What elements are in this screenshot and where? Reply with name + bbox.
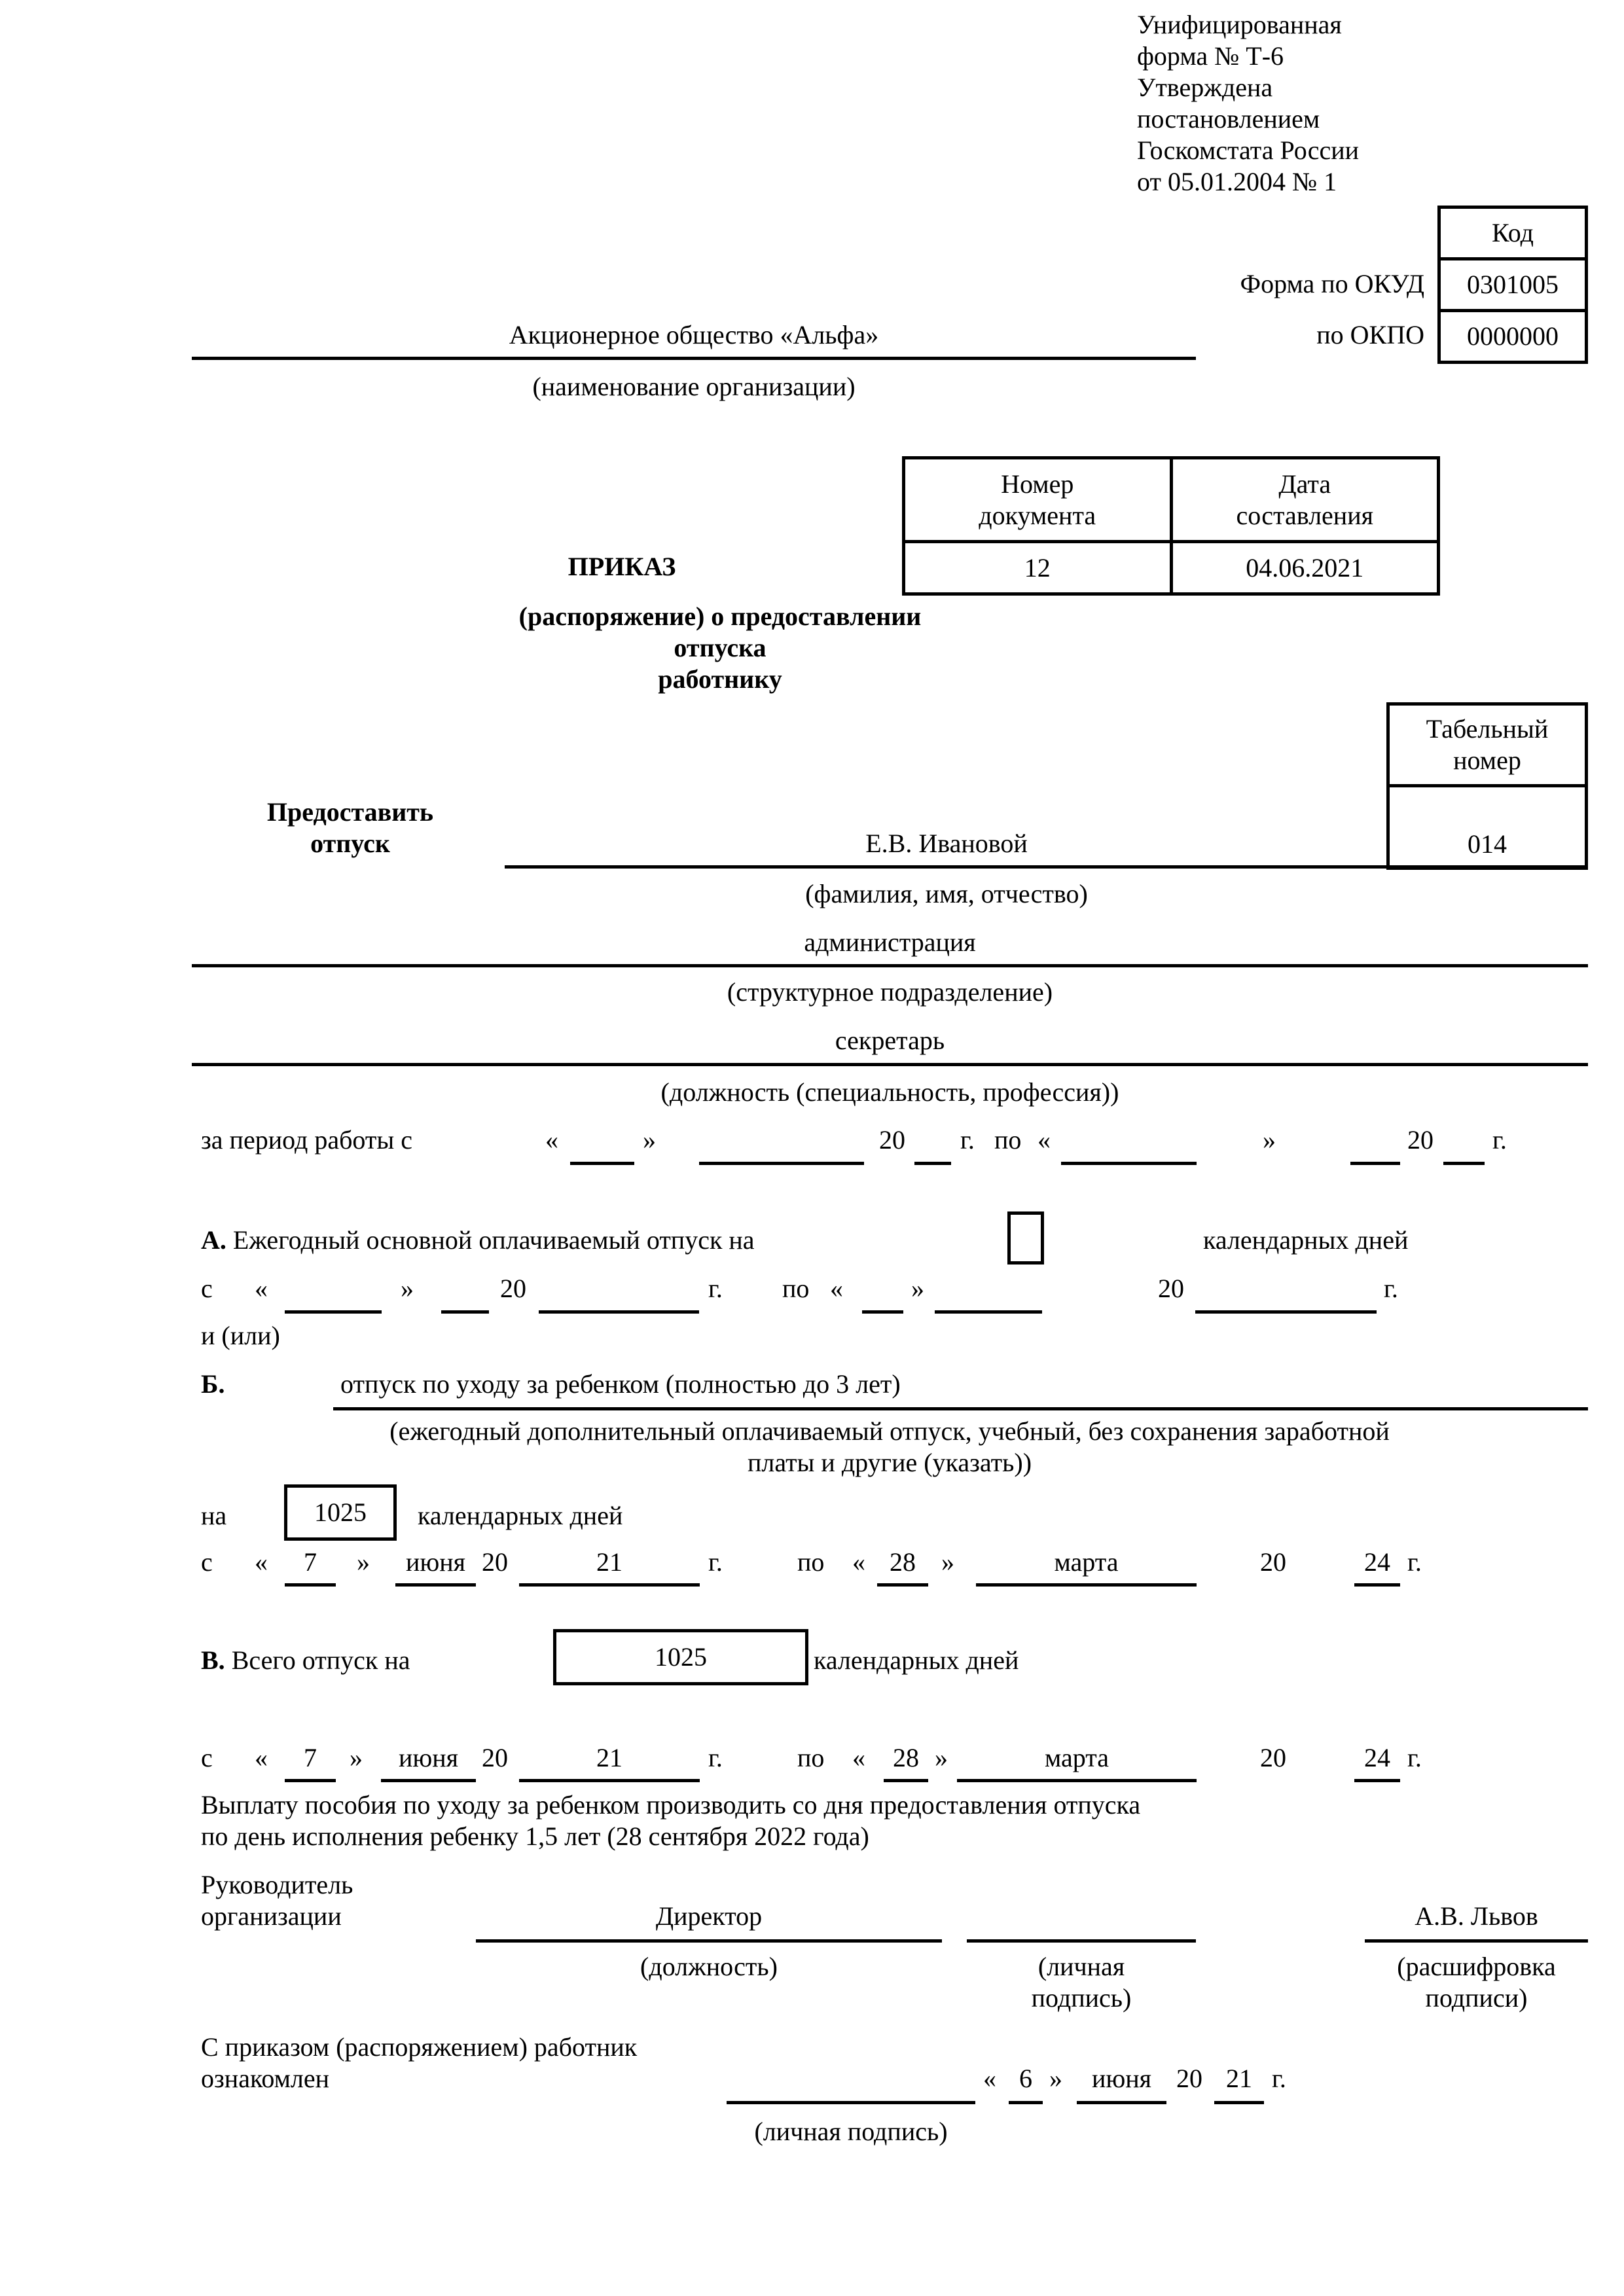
from-label: с [201, 1743, 213, 1772]
period-end-day-field[interactable] [1061, 1162, 1197, 1165]
okpo-label: по ОКПО [1316, 320, 1424, 350]
from-label: с [201, 1547, 213, 1577]
v-start-day[interactable]: 7 [304, 1743, 317, 1772]
v-end-month-underline [957, 1779, 1197, 1782]
position-underline [192, 1063, 1588, 1066]
department-value[interactable]: администрация [804, 927, 976, 957]
section-v-text: Всего отпуск на [231, 1645, 410, 1675]
b-end-month-underline [976, 1583, 1197, 1587]
to-label: по [797, 1743, 825, 1772]
name-caption: (фамилия, имя, отчество) [805, 879, 1088, 908]
ack-year-underline [1214, 2101, 1264, 2104]
quote-close: » [350, 1743, 363, 1772]
position-value[interactable]: секретарь [835, 1026, 945, 1055]
doc-date-header [1171, 458, 1439, 542]
tab-header-l2: номер [1453, 745, 1521, 775]
head-label-l2: организации [201, 1901, 342, 1931]
year-suffix: г. [708, 1547, 723, 1577]
okpo-value[interactable]: 0000000 [1439, 311, 1587, 363]
head-position-underline [476, 1939, 942, 1943]
document-subtitle-l1: (распоряжение) о предоставлении [518, 601, 922, 631]
b-start-year[interactable]: 21 [596, 1547, 623, 1577]
quote-close: » [1049, 2064, 1062, 2093]
section-a-text: Ежегодный основной оплачиваемый отпуск на [232, 1225, 755, 1255]
tab-header-l1: Табельный [1426, 714, 1549, 744]
quote-open: « [255, 1274, 268, 1303]
head-signature-field[interactable] [967, 1939, 1196, 1943]
section-a-letter: А. [201, 1225, 226, 1255]
v-end-month[interactable]: марта [1045, 1743, 1109, 1772]
section-v-days-label: календарных дней [814, 1645, 1019, 1675]
section-a-days-label: календарных дней [1203, 1225, 1409, 1255]
doc-number-header [904, 458, 1172, 542]
quote-open: « [545, 1125, 558, 1155]
decode-caption-l1: (расшифровка [1397, 1952, 1556, 1981]
leave-type-caption-l2: платы и другие (указать)) [747, 1448, 1032, 1477]
ack-month-underline [1077, 2101, 1166, 2104]
organization-underline [192, 357, 1196, 360]
to-label: по [782, 1274, 810, 1303]
grant-label-l2: отпуск [310, 829, 390, 858]
payment-note-l1: Выплату пособия по уходу за ребенком производить со дня предоставления отпуска [201, 1790, 1141, 1820]
tab-number-header [1388, 704, 1587, 786]
tab-number-table [1386, 702, 1588, 870]
b-start-month[interactable]: июня [405, 1547, 466, 1577]
century: 20 [482, 1743, 508, 1772]
department-underline [192, 964, 1588, 967]
ack-month[interactable]: июня [1091, 2064, 1152, 2093]
century: 20 [1407, 1125, 1434, 1155]
a-start-day-field[interactable] [285, 1310, 382, 1314]
year-suffix: г. [1492, 1125, 1507, 1155]
v-end-year-underline [1354, 1779, 1400, 1782]
doc-number-value[interactable]: 12 [904, 542, 1172, 594]
doc-date-header-l1: Дата [1278, 469, 1331, 499]
a-start-month-field[interactable] [441, 1310, 489, 1314]
decode-caption-l2: подписи) [1425, 1983, 1528, 2013]
b-start-month-underline [395, 1583, 476, 1587]
sign-caption-l1: (личная [1038, 1952, 1125, 1981]
period-start-day-field[interactable] [570, 1162, 634, 1165]
year-suffix: г. [1407, 1547, 1422, 1577]
position-caption: (должность) [640, 1952, 778, 1981]
doc-date-header-l2: составления [1236, 500, 1373, 530]
head-position[interactable]: Директор [655, 1901, 763, 1931]
doc-date-value[interactable]: 04.06.2021 [1171, 542, 1439, 594]
v-end-day-underline [884, 1779, 928, 1782]
quote-open: « [852, 1743, 865, 1772]
organization-caption: (наименование организации) [532, 372, 856, 401]
v-start-month-underline [381, 1779, 476, 1782]
codes-header: Код [1439, 207, 1587, 259]
tab-number-value[interactable]: 014 [1388, 786, 1587, 869]
quote-open: « [983, 2064, 996, 2093]
b-start-year-underline [519, 1583, 700, 1587]
department-caption: (структурное подразделение) [727, 977, 1053, 1007]
quote-close: » [357, 1547, 370, 1577]
leave-type-underline [333, 1407, 1588, 1410]
document-subtitle-l2: отпуска [674, 633, 767, 662]
approval-line: от 05.01.2004 № 1 [1137, 167, 1337, 196]
b-end-year[interactable]: 24 [1364, 1547, 1390, 1577]
leave-type-caption-l1: (ежегодный дополнительный оплачиваемый отпуск, учебный, без сохранения заработной [389, 1416, 1390, 1446]
a-start-year-field[interactable] [539, 1310, 699, 1314]
document-subtitle-l3: работнику [658, 664, 782, 694]
b-end-day[interactable]: 28 [890, 1547, 916, 1577]
section-b-days-box[interactable]: 1025 [284, 1484, 397, 1541]
leave-type-value[interactable]: отпуск по уходу за ребенком (полностью до 3 лет) [340, 1369, 901, 1399]
quote-open: « [1038, 1125, 1051, 1155]
quote-close: » [935, 1743, 948, 1772]
period-start-year-field[interactable] [914, 1162, 951, 1165]
to-label: по [797, 1547, 825, 1577]
ack-day-underline [1009, 2101, 1043, 2104]
head-name-underline [1365, 1939, 1588, 1943]
section-b-letter: Б. [201, 1369, 225, 1399]
b-start-day[interactable]: 7 [304, 1547, 317, 1577]
and-or-label: и (или) [201, 1321, 280, 1350]
quote-close: » [911, 1274, 924, 1303]
head-name[interactable]: А.В. Львов [1415, 1901, 1538, 1931]
century: 20 [1260, 1547, 1286, 1577]
okud-label: Форма по ОКУД [1240, 269, 1424, 298]
v-end-day[interactable]: 28 [893, 1743, 919, 1772]
quote-close: » [643, 1125, 656, 1155]
quote-open: « [852, 1547, 865, 1577]
organization-name[interactable]: Акционерное общество «Альфа» [509, 320, 879, 350]
employee-sign-caption: (личная подпись) [754, 2117, 948, 2146]
approval-line: постановлением [1137, 104, 1320, 134]
to-label: по [994, 1125, 1022, 1155]
approval-line: форма № Т-6 [1137, 41, 1284, 71]
position-caption: (должность (специальность, профессия)) [660, 1077, 1119, 1107]
quote-close: » [401, 1274, 414, 1303]
b-start-day-underline [285, 1583, 336, 1587]
a-end-year-field[interactable] [1195, 1310, 1377, 1314]
quote-close: » [1263, 1125, 1276, 1155]
a-end-day-field[interactable] [862, 1310, 903, 1314]
ack-label-l2: ознакомлен [201, 2064, 330, 2093]
v-start-year[interactable]: 21 [596, 1743, 623, 1772]
quote-open: « [255, 1547, 268, 1577]
from-label: с [201, 1274, 213, 1303]
v-start-year-underline [519, 1779, 700, 1782]
b-end-month[interactable]: марта [1054, 1547, 1119, 1577]
v-start-day-underline [285, 1779, 336, 1782]
doc-number-header-l1: Номер [1001, 469, 1074, 499]
approval-line: Унифицированная [1137, 10, 1342, 39]
b-end-year-underline [1354, 1583, 1400, 1587]
document-table [902, 456, 1440, 596]
document-title: ПРИКАЗ [568, 552, 676, 581]
section-b-days-label: календарных дней [418, 1501, 623, 1530]
section-v-letter: В. [201, 1645, 225, 1675]
quote-close: » [941, 1547, 954, 1577]
employee-name[interactable]: Е.В. Ивановой [865, 829, 1028, 858]
work-period-label: за период работы с [201, 1125, 413, 1155]
approval-line: Утверждена [1137, 73, 1273, 102]
year-suffix: г. [708, 1274, 723, 1303]
on-label: на [201, 1501, 227, 1530]
year-suffix: г. [708, 1743, 723, 1772]
century: 20 [1176, 2064, 1202, 2093]
quote-open: « [255, 1743, 268, 1772]
payment-note-l2: по день исполнения ребенку 1,5 лет (28 сентября 2022 года) [201, 1821, 869, 1851]
okud-value[interactable]: 0301005 [1439, 259, 1587, 311]
year-suffix: г. [1272, 2064, 1286, 2093]
century: 20 [482, 1547, 508, 1577]
period-start-month-field[interactable] [699, 1162, 864, 1165]
codes-table [1437, 206, 1588, 364]
head-label-l1: Руководитель [201, 1870, 353, 1899]
century: 20 [1260, 1743, 1286, 1772]
section-v-days-box[interactable]: 1025 [553, 1629, 808, 1685]
doc-number-header-l2: документа [979, 500, 1096, 530]
a-end-month-field[interactable] [935, 1310, 1042, 1314]
grant-label-l1: Предоставить [266, 797, 434, 827]
period-end-year-field[interactable] [1443, 1162, 1485, 1165]
v-start-month[interactable]: июня [398, 1743, 459, 1772]
employee-signature-field[interactable] [727, 2101, 975, 2104]
ack-year[interactable]: 21 [1226, 2064, 1252, 2093]
b-end-day-underline [877, 1583, 928, 1587]
period-end-month-field[interactable] [1350, 1162, 1400, 1165]
year-suffix: г. [960, 1125, 975, 1155]
century: 20 [500, 1274, 526, 1303]
v-end-year[interactable]: 24 [1364, 1743, 1390, 1772]
year-suffix: г. [1407, 1743, 1422, 1772]
ack-label-l1: С приказом (распоряжением) работник [201, 2032, 638, 2062]
century: 20 [1158, 1274, 1184, 1303]
year-suffix: г. [1384, 1274, 1398, 1303]
century: 20 [879, 1125, 905, 1155]
quote-open: « [830, 1274, 843, 1303]
approval-line: Госкомстата России [1137, 135, 1360, 165]
sign-caption-l2: подпись) [1031, 1983, 1132, 2013]
ack-day[interactable]: 6 [1019, 2064, 1032, 2093]
section-a-days-box[interactable] [1007, 1211, 1044, 1265]
